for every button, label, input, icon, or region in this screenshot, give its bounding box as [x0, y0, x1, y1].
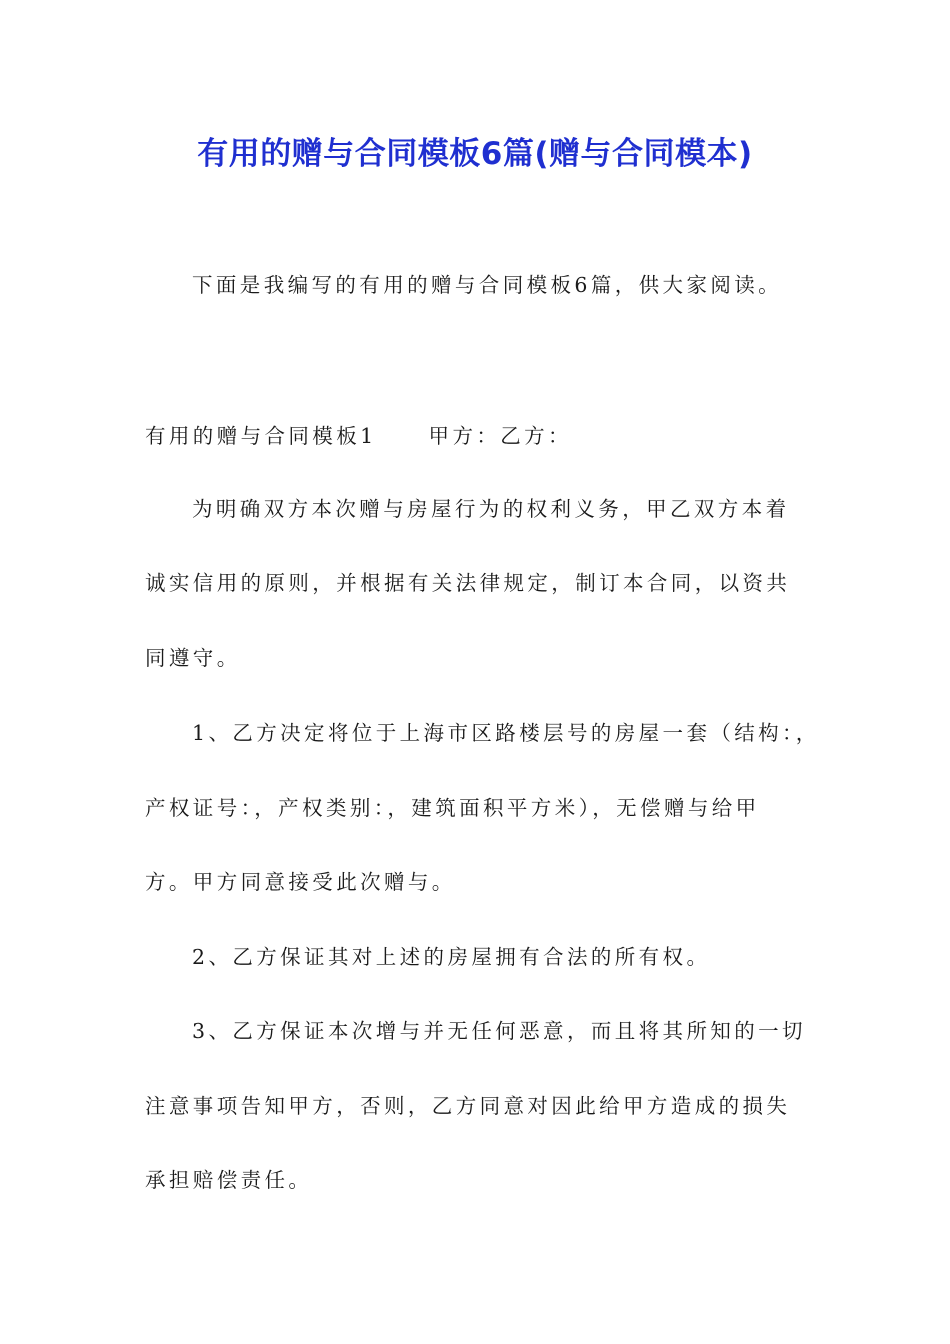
intro-paragraph: 下面是我编写的有用的赠与合同模板6篇，供大家阅读。: [192, 273, 783, 297]
clause-1-line: 1、乙方决定将位于上海市区路楼层号的房屋一套（结构：，: [192, 721, 820, 745]
clause-2-line: 2、乙方保证其对上述的房屋拥有合法的所有权。: [192, 945, 711, 969]
paragraph-line: 诚实信用的原则，并根据有关法律规定，制订本合同，以资共: [145, 571, 791, 595]
parties-label: 甲方：乙方：: [428, 424, 572, 448]
section-heading: 有用的赠与合同模板1: [145, 424, 377, 448]
clause-3-line: 注意事项告知甲方，否则，乙方同意对因此给甲方造成的损失: [145, 1094, 791, 1118]
clause-1-line: 产权证号：，产权类别：，建筑面积平方米），无偿赠与给甲: [145, 796, 760, 820]
clause-1-line: 方。甲方同意接受此次赠与。: [145, 870, 456, 894]
clause-3-line: 承担赔偿责任。: [145, 1168, 313, 1192]
section-heading-line: [145, 421, 825, 451]
paragraph-line: 为明确双方本次赠与房屋行为的权利义务，甲乙双方本着: [192, 497, 790, 521]
document-title: 有用的赠与合同模板6篇(赠与合同模本): [197, 136, 753, 172]
clause-3-line: 3、乙方保证本次增与并无任何恶意，而且将其所知的一切: [192, 1019, 806, 1043]
paragraph-line: 同遵守。: [145, 646, 241, 670]
